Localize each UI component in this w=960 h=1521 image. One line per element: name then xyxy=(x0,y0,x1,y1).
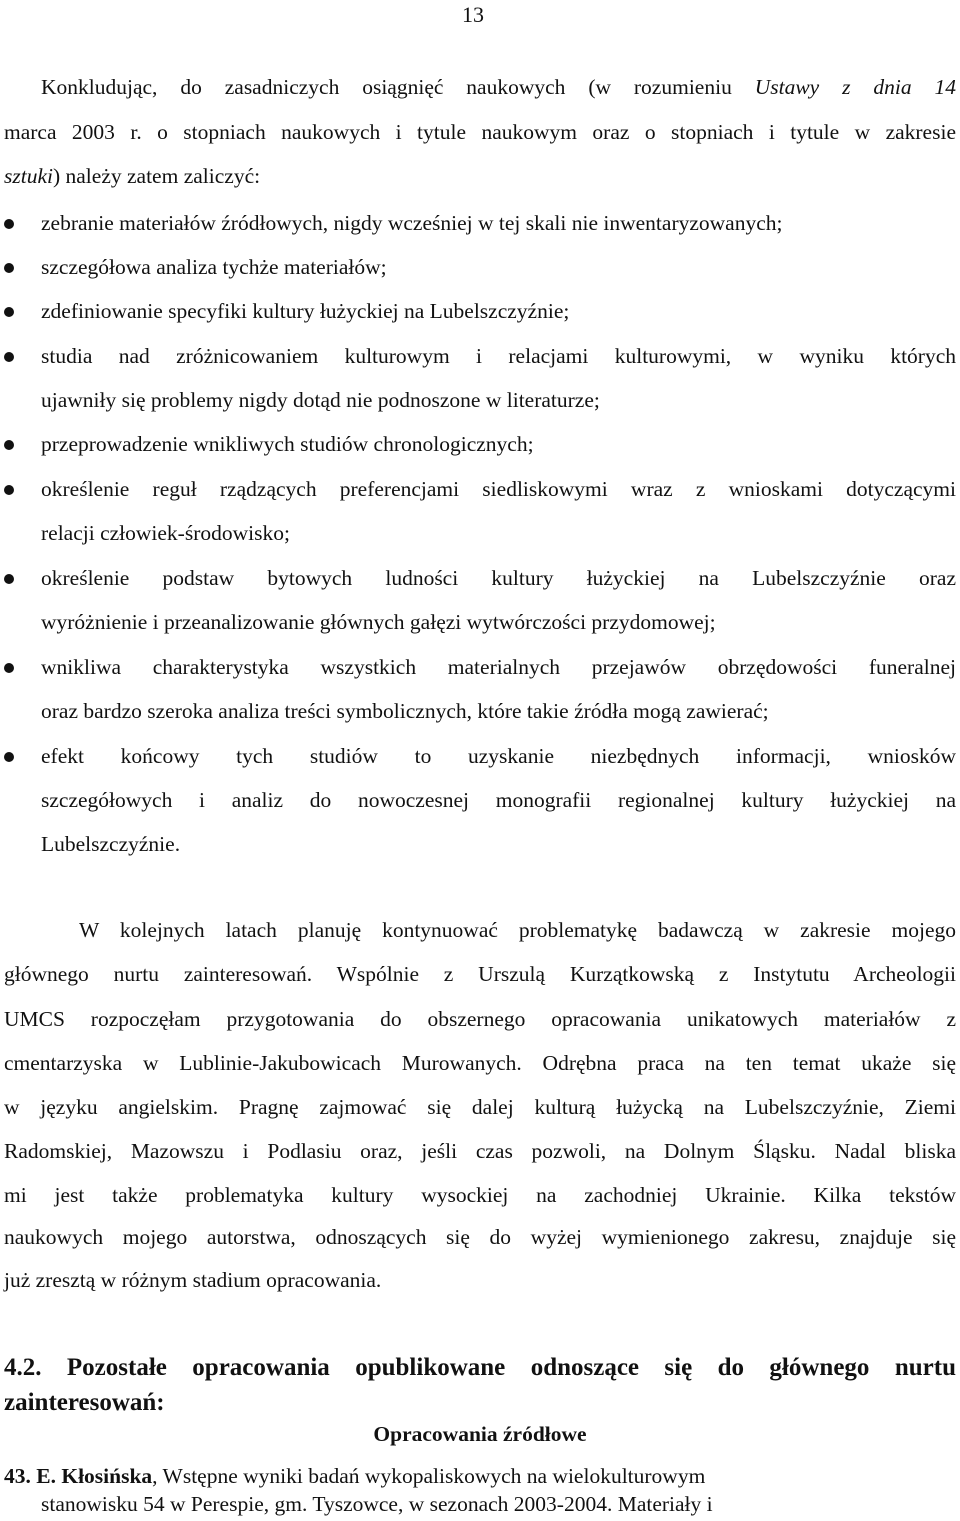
paragraph-line: głównego nurtu zainteresowań. Wspólnie z Urszulą Kurzątkowską z Instytutu Archeologii xyxy=(4,962,956,986)
intro-line-2-text: marca 2003 r. o stopniach naukowych i tytule naukowym oraz o stopniach i tytule w zakresie xyxy=(4,120,956,144)
list-item-text: zebranie materiałów źródłowych, nigdy wcześniej w tej skali nie inwentaryzowanych; xyxy=(41,211,783,235)
paragraph-line: w języku angielskim. Pragnę zajmować się dalej kulturą łużycką na Lubelszczyźnie, Ziemi xyxy=(4,1095,956,1119)
paragraph-line: już zresztą w różnym stadium opracowania. xyxy=(4,1268,382,1292)
list-item-text: Lubelszczyźnie. xyxy=(41,832,181,856)
list-item-text: wnikliwa charakterystyka wszystkich materialnych przejawów obrzędowości funeralnej xyxy=(41,655,956,679)
list-item-text: ujawniły się problemy nigdy dotąd nie podnoszone w literaturze; xyxy=(41,388,600,412)
bullet-icon xyxy=(4,263,14,273)
reference-line: stanowisku 54 w Perespie, gm. Tyszowce, w sezonach 2003-2004. Materiały i xyxy=(41,1492,713,1516)
paragraph-line: W kolejnych latach planuję kontynuować problematykę badawczą w zakresie mojego xyxy=(79,918,956,942)
intro-line-2 xyxy=(4,117,956,147)
list-item-text: szczegółowych i analiz do nowoczesnej monografii regionalnej kultury łużyckiej na xyxy=(41,788,956,812)
intro-law-title-start: Ustawy z dnia 14 xyxy=(754,75,956,99)
list-item-text: zdefiniowanie specyfiki kultury łużyckiej na Lubelszczyźnie; xyxy=(41,299,570,323)
paragraph-line: Radomskiej, Mazowszu i Podlasiu oraz, jeśli czas pozwoli, na Dolnym Śląsku. Nadal bliska xyxy=(4,1139,956,1163)
bullet-icon xyxy=(4,219,14,229)
intro-line-3 xyxy=(4,161,956,191)
intro-line-1-text: Konkludując, do zasadniczych osiągnięć naukowych (w rozumieniu xyxy=(41,75,755,99)
list-item-text: wyróżnienie i przeanalizowanie głównych gałęzi wytwórczości przydomowej; xyxy=(41,610,716,634)
section-heading-continued: zainteresowań: xyxy=(4,1389,165,1416)
reference-line xyxy=(4,1461,705,1491)
section-heading: 4.2. Pozostałe opracowania opublikowane odnoszące się do głównego nurtu xyxy=(4,1354,956,1381)
paragraph-line: cmentarzyska w Lublinie-Jakubowicach Murowanych. Odrębna praca na ten temat ukaże się xyxy=(4,1051,956,1075)
intro-line-3-text: ) należy zatem zaliczyć: xyxy=(52,164,261,188)
intro-law-title-end: sztuki xyxy=(4,164,53,188)
bullet-icon xyxy=(4,663,14,673)
list-item-text: określenie podstaw bytowych ludności kultury łużyckiej na Lubelszczyźnie oraz xyxy=(41,566,956,590)
bullet-icon xyxy=(4,440,14,450)
reference-title: , Wstępne wyniki badań wykopaliskowych na wielokulturowym xyxy=(152,1464,706,1488)
list-item-text: relacji człowiek-środowisko; xyxy=(41,521,290,545)
list-item-text: efekt końcowy tych studiów to uzyskanie niezbędnych informacji, wniosków xyxy=(41,744,956,768)
paragraph-line: naukowych mojego autorstwa, odnoszących się do wyżej wymienionego zakresu, znajduje się xyxy=(4,1225,956,1249)
bullet-icon xyxy=(4,352,14,362)
bullet-icon xyxy=(4,752,14,762)
bullet-icon xyxy=(4,307,14,317)
subheading: Opracowania źródłowe xyxy=(373,1422,587,1446)
list-item-text: szczegółowa analiza tychże materiałów; xyxy=(41,255,387,279)
intro-line-1 xyxy=(41,72,956,102)
list-item-text: określenie reguł rządzących preferencjami siedliskowymi wraz z wnioskami dotyczącymi xyxy=(41,477,956,501)
paragraph-line: mi jest także problematyka kultury wysockiej na zachodniej Ukrainie. Kilka tekstów xyxy=(4,1183,956,1207)
bullet-icon xyxy=(4,574,14,584)
list-item-text: oraz bardzo szeroka analiza treści symbolicznych, które takie źródła mogą zawierać; xyxy=(41,699,769,723)
paragraph-line: UMCS rozpoczęłam przygotowania do obszernego opracowania unikatowych materiałów z xyxy=(4,1007,956,1031)
bullet-icon xyxy=(4,485,14,495)
list-item-text: przeprowadzenie wnikliwych studiów chronologicznych; xyxy=(41,432,534,456)
list-item-text: studia nad zróżnicowaniem kulturowym i relacjami kulturowymi, w wyniku których xyxy=(41,344,956,368)
reference-number-author: 43. E. Kłosińska xyxy=(4,1464,153,1488)
page-number: 13 xyxy=(462,2,484,27)
